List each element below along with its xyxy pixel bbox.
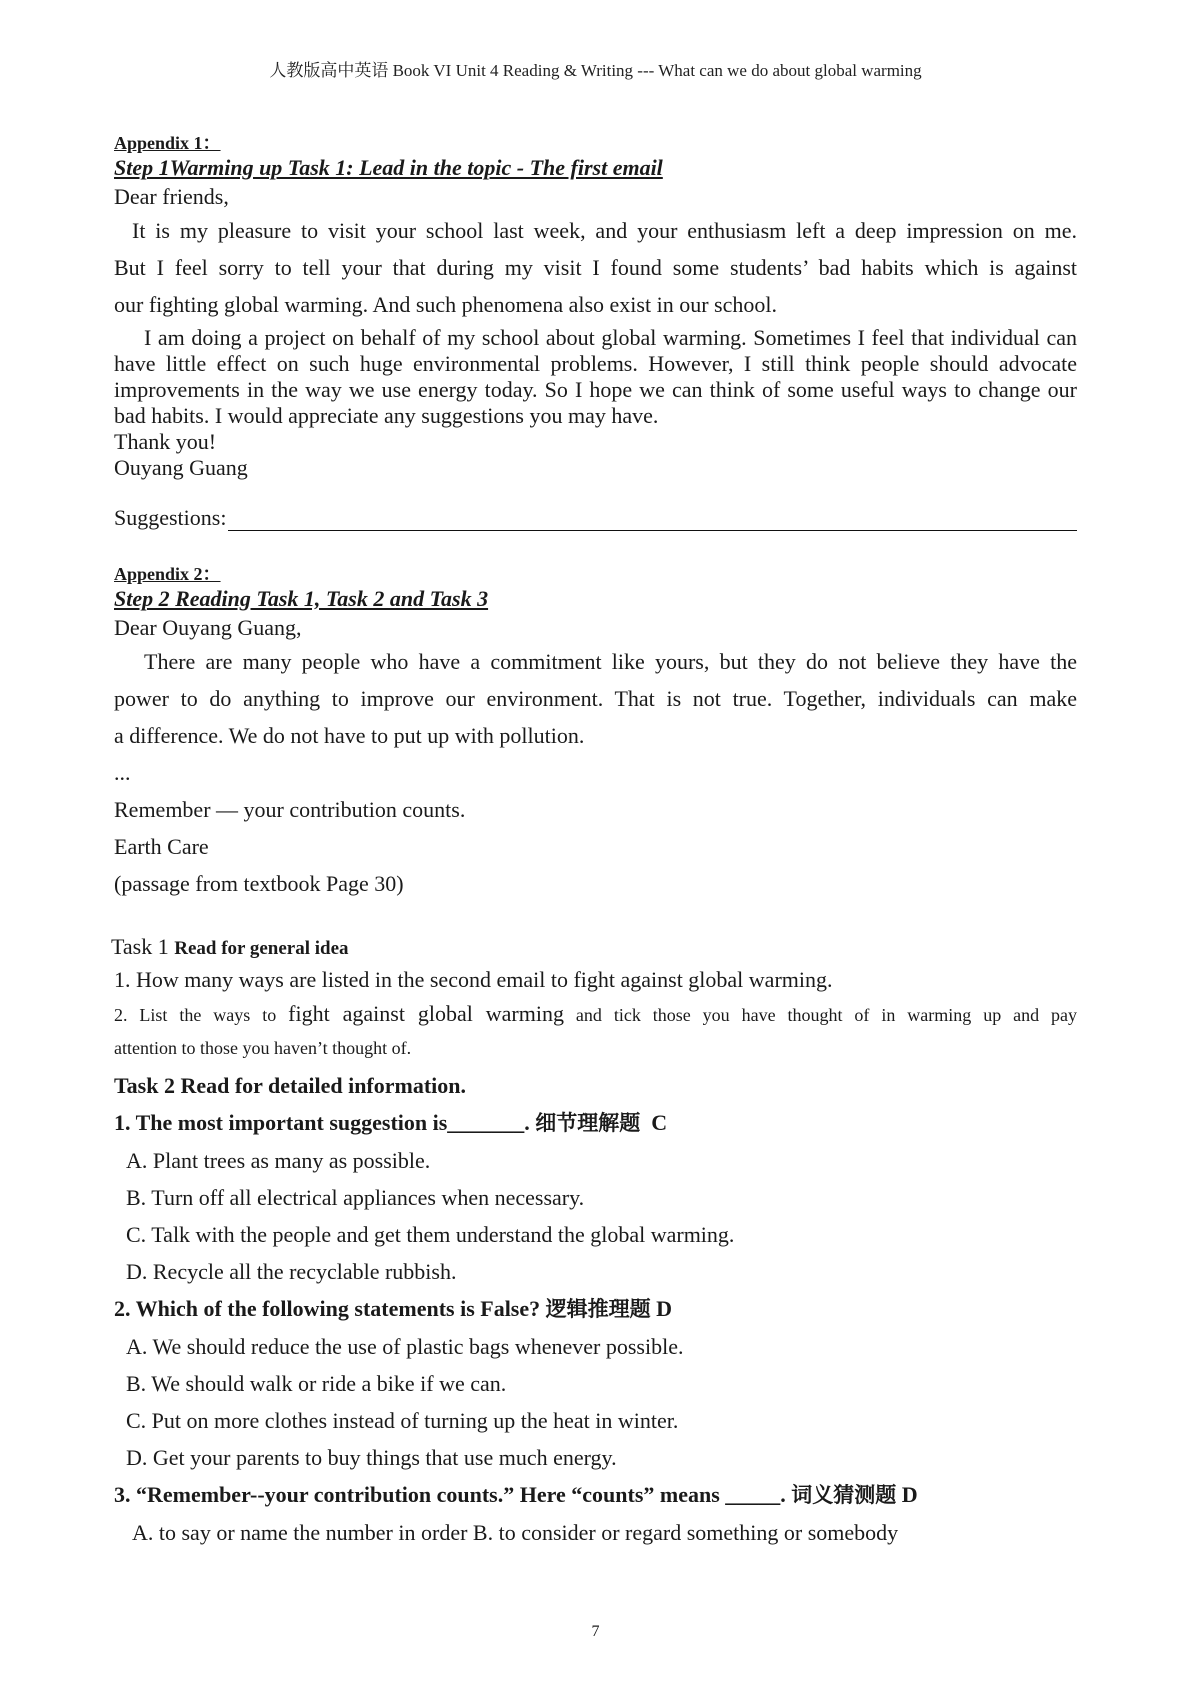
task1-subtitle: Read for general idea [174, 938, 349, 959]
task1-question-1: 1. How many ways are listed in the second email to fight against global warming. [114, 967, 833, 992]
task1-q2-part2: and tick those you have thought of in warming up and pay [575, 1005, 1078, 1025]
task2-question-2 [114, 1290, 1077, 1328]
appendix-2-label: Appendix 2： [114, 564, 221, 584]
step-1-heading: Step 1Warming up Task 1: Lead in the topic - The first email [114, 155, 663, 180]
q2-option-c: C. Put on more clothes instead of turning up the heat in winter. [126, 1408, 679, 1433]
email2-para1-line1: There are many people who have a commitment like yours, but they do not believe they have the [144, 649, 1077, 674]
email2-remember: Remember — your contribution counts. [114, 797, 466, 822]
task1-q2-emphasis: fight against global warming [288, 1001, 564, 1026]
email2-source: (passage from textbook Page 30) [114, 871, 404, 896]
q1-stem: 1. The most important suggestion is_______. [114, 1110, 530, 1135]
task1-q2-line2: attention to those you haven’t thought of. [114, 1038, 412, 1058]
q1-option-a: A. Plant trees as many as possible. [126, 1148, 431, 1173]
email1-signature: Ouyang Guang [114, 455, 248, 480]
q1-answer: C [651, 1110, 668, 1135]
task2-heading: Task 2 Read for detailed information. [114, 1073, 467, 1098]
q2-type-tag: 逻辑推理题 [545, 1297, 651, 1321]
q3-stem: 3. “Remember--your contribution counts.” Here “counts” means _____. [114, 1482, 786, 1507]
email1-thanks: Thank you! [114, 429, 217, 454]
task1-heading [111, 932, 1077, 964]
q1-option-c: C. Talk with the people and get them understand the global warming. [126, 1222, 735, 1247]
q2-stem: 2. Which of the following statements is False? [114, 1296, 541, 1321]
task1-q2-part1: 2. List the ways to [114, 1005, 277, 1025]
page-number: 7 [591, 1623, 600, 1640]
q2-answer: D [656, 1296, 673, 1321]
email1-para1-line1: It is my pleasure to visit your school last week, and your enthusiasm left a deep impression on me. [132, 218, 1077, 243]
q3-options: A. to say or name the number in order B. to consider or regard something or somebody [132, 1520, 899, 1545]
q2-option-d: D. Get your parents to buy things that use much energy. [126, 1445, 617, 1470]
email2-sign: Earth Care [114, 834, 209, 859]
q1-option-b: B. Turn off all electrical appliances when necessary. [126, 1185, 585, 1210]
suggestions-label: Suggestions: [114, 505, 227, 530]
page-header: 人教版高中英语 Book VI Unit 4 Reading & Writing --- What can we do about global warming [269, 61, 922, 80]
email1-para1-line2: But I feel sorry to tell your that during my visit I found some students’ bad habits which is against [114, 255, 1077, 280]
suggestions-blank-line[interactable] [228, 508, 1077, 531]
suggestions-row [114, 505, 1077, 531]
email1-para1-line3: our fighting global warming. And such phenomena also exist in our school. [114, 292, 777, 317]
q1-option-d: D. Recycle all the recyclable rubbish. [126, 1259, 457, 1284]
email1-greeting: Dear friends, [114, 184, 229, 209]
q3-type-tag: 词义猜测题 [791, 1483, 897, 1507]
q2-option-a: A. We should reduce the use of plastic bags whenever possible. [126, 1334, 684, 1359]
step-2-heading: Step 2 Reading Task 1, Task 2 and Task 3 [114, 586, 489, 611]
appendix-1-label: Appendix 1： [114, 133, 221, 153]
email2-para1-line3: a difference. We do not have to put up with pollution. [114, 723, 585, 748]
task2-question-3 [114, 1476, 1077, 1514]
task2-question-1 [114, 1104, 1077, 1142]
email2-ellipsis: ... [114, 760, 131, 785]
email2-para1-line2: power to do anything to improve our environment. That is not true. Together, individuals can make [114, 686, 1077, 711]
task1-title: Task 1 [111, 934, 169, 959]
q2-option-b: B. We should walk or ride a bike if we can. [126, 1371, 507, 1396]
email1-para2: I am doing a project on behalf of my school about global warming. Sometimes I feel that individual can have little effect on such huge environmental problems. However, I still think people should advocate improvements in the way we use energy today. So I hope we can think of some useful ways to change our bad habits. I would appreciate any suggestions you may have. [114, 325, 1077, 428]
email2-greeting: Dear Ouyang Guang, [114, 615, 302, 640]
page-content [111, 132, 1078, 1551]
q3-answer: D [901, 1482, 918, 1507]
task1-question-2 [114, 996, 1077, 1033]
q1-type-tag: 细节理解题 [535, 1111, 641, 1135]
